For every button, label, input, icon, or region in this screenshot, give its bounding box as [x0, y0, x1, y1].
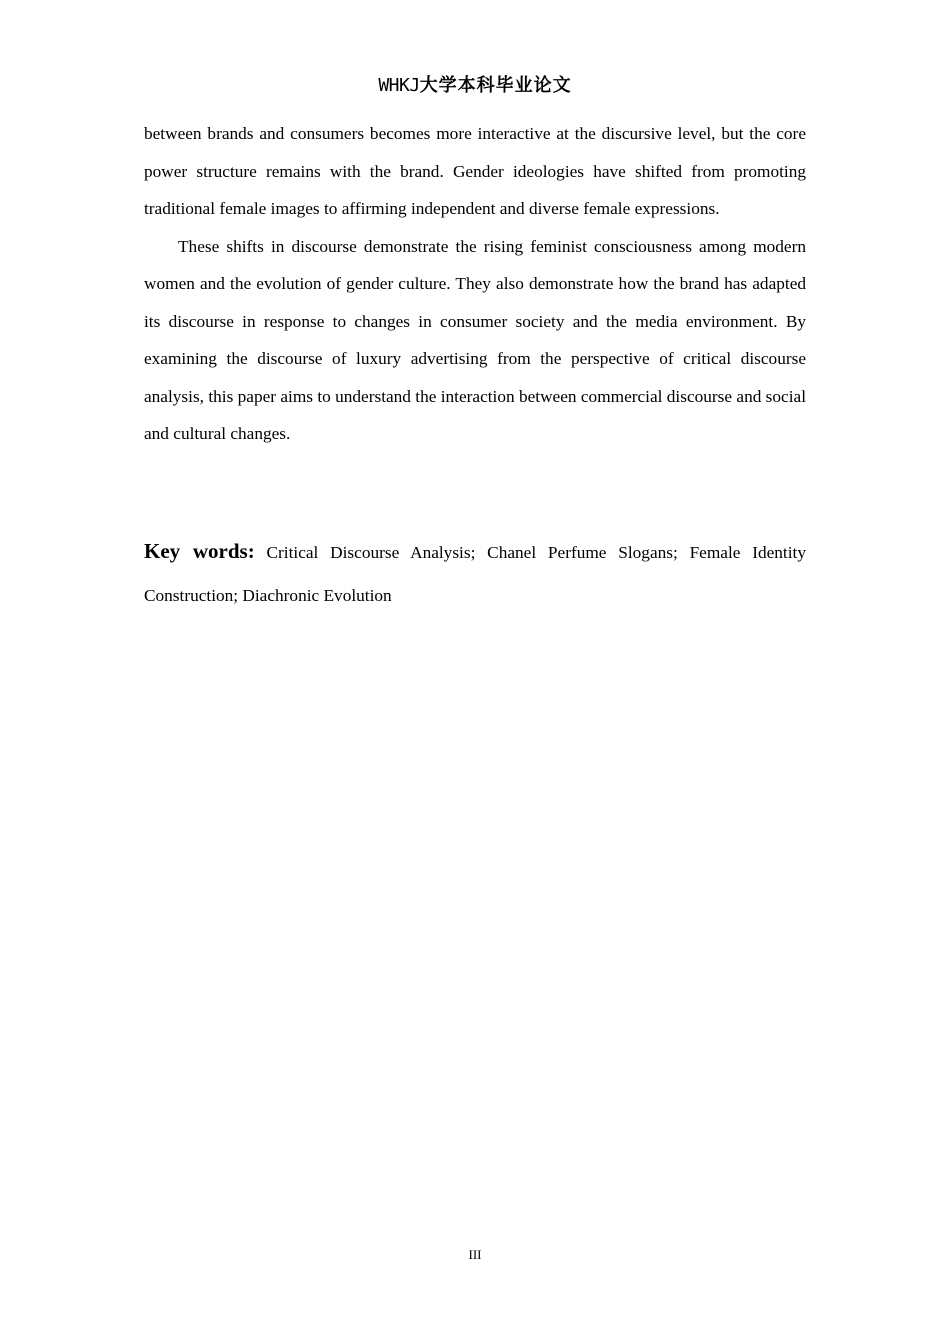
abstract-body	[144, 115, 806, 453]
keywords-line	[144, 530, 806, 617]
page-number: III	[468, 1247, 482, 1262]
keywords-text: Critical Discourse Analysis; Chanel Perfume Slogans; Female Identity Construction; Diachronic Evolution	[144, 543, 806, 605]
running-header	[0, 72, 950, 100]
header-thesis-title: 大学本科毕业论文	[419, 75, 572, 96]
abstract-paragraph-continued: between brands and consumers becomes more interactive at the discursive level, but the core power structure remains with the brand. Gender ideologies have shifted from promoting traditional female images to affirming independent and diverse female expressions.	[144, 124, 806, 218]
header-university-code: WHKJ	[378, 75, 420, 96]
keywords-label: Key words:	[144, 539, 255, 563]
abstract-paragraph: These shifts in discourse demonstrate the rising feminist consciousness among modern women and the evolution of gender culture. They also demonstrate how the brand has adapted its discourse in response to changes in consumer society and the media environment. By examining the discourse of luxury advertising from the perspective of critical discourse analysis, this paper aims to understand the interaction between commercial discourse and social and cultural changes.	[144, 236, 806, 443]
